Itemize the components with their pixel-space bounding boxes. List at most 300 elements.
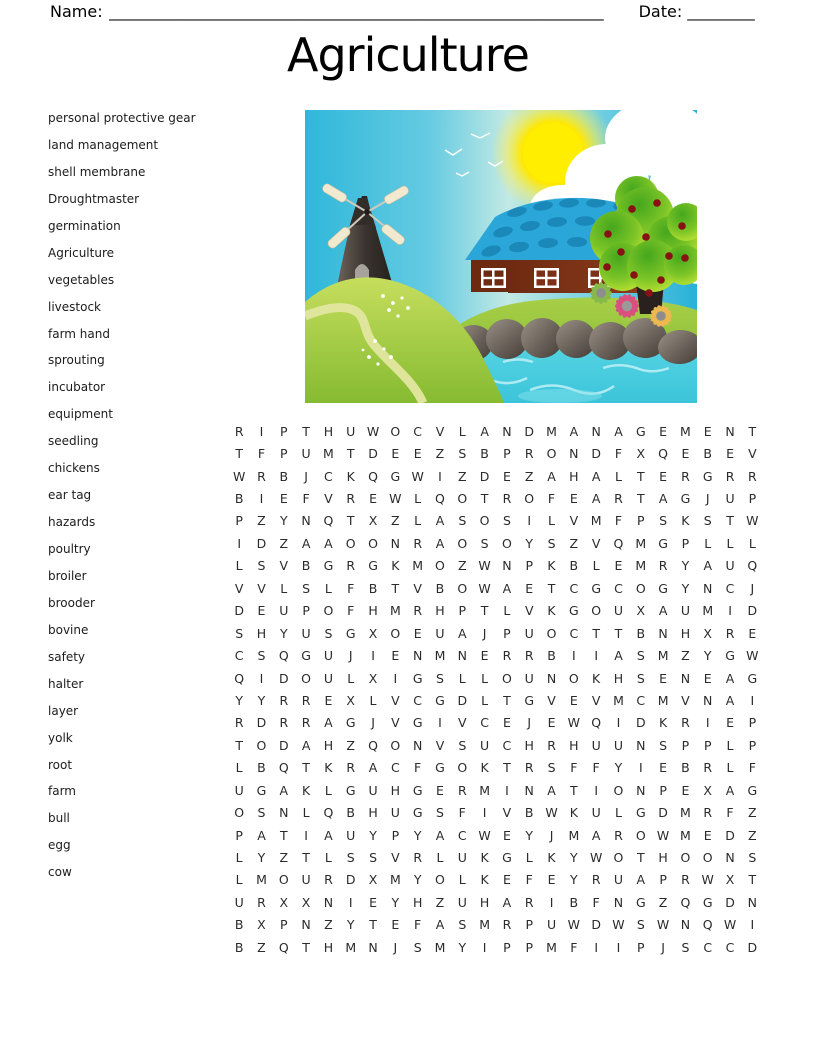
grid-cell: Z [658, 894, 668, 910]
grid-cell: V [681, 692, 690, 708]
grid-cell: P [235, 827, 243, 843]
grid-cell: L [726, 760, 734, 776]
grid-cell: H [435, 603, 445, 619]
grid-cell: E [391, 648, 400, 664]
grid-cell: A [636, 872, 646, 888]
grid-cell: R [703, 760, 713, 776]
grid-cell: Z [346, 737, 355, 753]
grid-cell: U [368, 782, 378, 798]
grid-cell: E [726, 715, 734, 731]
grid-cell: Q [323, 805, 334, 821]
grid-cell: R [681, 715, 690, 731]
grid-cell: M [680, 805, 691, 821]
grid-cell: A [435, 827, 445, 843]
grid-cell: Z [257, 513, 266, 529]
word-list-item: cow [48, 865, 72, 880]
grid-cell: V [748, 446, 757, 462]
word-list-item: germination [48, 218, 121, 233]
grid-cell: T [592, 625, 600, 641]
grid-cell: L [324, 782, 332, 798]
grid-cell: P [525, 558, 533, 574]
grid-cell: Q [658, 446, 669, 462]
grid-cell: A [257, 827, 266, 843]
grid-cell: A [703, 558, 712, 574]
grid-cell: K [658, 715, 668, 731]
grid-cell: E [413, 446, 422, 462]
grid-cell: Q [234, 670, 245, 686]
grid-cell: H [368, 603, 378, 619]
grid-cell: Q [278, 760, 289, 776]
grid-cell: M [546, 939, 557, 955]
grid-cell: R [257, 894, 266, 910]
word-search-grid [228, 420, 764, 959]
grid-cell: S [636, 670, 645, 686]
word-list-item: equipment [48, 407, 113, 422]
grid-cell: H [323, 737, 334, 753]
grid-cell: I [438, 468, 442, 484]
grid-cell: P [503, 625, 511, 641]
grid-cell: U [390, 805, 400, 821]
grid-cell: W [478, 558, 491, 574]
grid-cell: V [234, 580, 244, 596]
grid-cell: T [748, 423, 757, 439]
grid-cell: L [235, 760, 243, 776]
grid-cell: B [234, 491, 244, 507]
grid-cell: Z [569, 535, 579, 551]
grid-cell: U [435, 625, 445, 641]
grid-cell: A [502, 894, 512, 910]
grid-cell: K [301, 782, 311, 798]
grid-cell: L [436, 850, 444, 866]
grid-cell: R [547, 737, 556, 753]
grid-cell: R [681, 468, 690, 484]
grid-cell: E [436, 782, 444, 798]
grid-cell: T [346, 446, 355, 462]
grid-cell: D [747, 603, 758, 619]
grid-cell: R [279, 692, 289, 708]
grid-cell: D [278, 737, 289, 753]
grid-cell: U [234, 782, 244, 798]
grid-cell: D [747, 939, 758, 955]
grid-cell: A [480, 423, 489, 439]
grid-cell: A [569, 423, 579, 439]
grid-cell: E [659, 468, 668, 484]
grid-cell: V [413, 580, 422, 596]
grid-cell: D [368, 446, 378, 462]
grid-cell: V [569, 513, 579, 529]
grid-cell: M [590, 513, 602, 529]
grid-cell: N [658, 625, 668, 641]
grid-cell: M [657, 692, 669, 708]
grid-cell: E [726, 446, 734, 462]
grid-cell: Q [747, 558, 758, 574]
grid-cell: S [458, 513, 467, 529]
grid-cell: H [524, 737, 534, 753]
grid-cell: K [592, 670, 601, 686]
grid-cell: A [368, 760, 378, 776]
grid-cell: Z [524, 468, 534, 484]
grid-cell: H [613, 670, 624, 686]
grid-cell: I [616, 939, 621, 955]
grid-cell: O [680, 850, 691, 866]
grid-cell: R [234, 423, 244, 439]
word-list-item: yolk [48, 730, 73, 745]
grid-cell: O [479, 513, 490, 529]
grid-cell: Y [235, 692, 243, 708]
grid-cell: I [549, 894, 554, 910]
grid-cell: B [569, 894, 579, 910]
grid-cell: N [680, 670, 691, 686]
grid-cell: F [614, 513, 623, 529]
grid-cell: K [480, 760, 489, 776]
grid-cell: G [635, 894, 646, 910]
grid-cell: J [371, 715, 375, 731]
grid-cell: N [747, 894, 758, 910]
grid-cell: R [703, 805, 713, 821]
grid-cell: S [369, 850, 377, 866]
grid-cell: E [659, 760, 668, 776]
grid-cell: C [614, 580, 623, 596]
grid-cell: Z [279, 535, 289, 551]
grid-cell: A [591, 827, 601, 843]
grid-cell: G [747, 782, 758, 798]
grid-cell: R [725, 468, 735, 484]
grid-cell: H [569, 468, 579, 484]
grid-cell: E [547, 872, 556, 888]
grid-cell: W [656, 827, 670, 843]
grid-cell: B [480, 446, 489, 462]
grid-cell: S [436, 670, 444, 686]
grid-cell: D [591, 917, 601, 933]
grid-cell: T [302, 850, 310, 866]
grid-cell: X [636, 446, 646, 462]
grid-cell: E [659, 423, 668, 439]
grid-cell: B [368, 580, 378, 596]
grid-cell: C [502, 737, 512, 753]
grid-cell: T [503, 760, 511, 776]
grid-cell: C [457, 827, 467, 843]
grid-cell: S [748, 850, 757, 866]
grid-cell: T [636, 850, 645, 866]
grid-cell: Z [391, 513, 400, 529]
grid-cell: V [391, 692, 400, 708]
grid-cell: P [503, 446, 511, 462]
grid-cell: N [390, 535, 401, 551]
grid-cell: G [256, 782, 267, 798]
grid-cell: Y [391, 894, 400, 910]
grid-cell: E [369, 894, 377, 910]
grid-cell: X [368, 872, 378, 888]
name-blank-line[interactable]: __________________________________________________________________ [108, 3, 604, 21]
grid-cell: A [502, 580, 512, 596]
grid-cell: L [324, 580, 332, 596]
grid-cell: E [547, 715, 556, 731]
grid-cell: U [725, 491, 735, 507]
grid-cell: A [435, 535, 445, 551]
grid-cell: H [323, 423, 334, 439]
grid-cell: A [458, 625, 467, 641]
word-list-item: halter [48, 676, 84, 691]
grid-cell: Q [368, 737, 378, 753]
grid-cell: U [480, 737, 490, 753]
grid-cell: A [324, 535, 333, 551]
grid-cell: O [546, 625, 557, 641]
grid-cell: Y [681, 558, 690, 574]
grid-cell: C [569, 580, 579, 596]
grid-cell: U [301, 872, 311, 888]
grid-cell: A [725, 692, 735, 708]
grid-cell: P [659, 872, 667, 888]
grid-cell: U [323, 648, 333, 664]
grid-cell: K [480, 872, 489, 888]
grid-cell: G [680, 491, 691, 507]
grid-cell: B [703, 446, 712, 462]
word-list-item: seedling [48, 434, 99, 449]
grid-cell: E [502, 827, 511, 843]
word-list [48, 105, 238, 886]
grid-cell: S [636, 648, 645, 664]
grid-cell: O [524, 491, 535, 507]
grid-cell: I [594, 648, 598, 664]
grid-cell: C [324, 468, 333, 484]
grid-cell: R [658, 558, 668, 574]
grid-cell: O [368, 535, 378, 551]
grid-cell: C [390, 760, 400, 776]
grid-cell: J [549, 827, 554, 843]
grid-cell: K [547, 558, 556, 574]
grid-cell: E [703, 423, 712, 439]
grid-cell: Y [257, 692, 266, 708]
grid-cell: R [279, 715, 289, 731]
grid-cell: J [304, 468, 308, 484]
grid-cell: R [346, 760, 356, 776]
grid-cell: O [568, 670, 579, 686]
grid-cell: M [345, 939, 357, 955]
grid-cell: A [614, 648, 623, 664]
grid-cell: P [659, 782, 667, 798]
grid-cell: L [414, 491, 422, 507]
grid-cell: L [458, 423, 466, 439]
grid-cell: L [548, 513, 556, 529]
grid-cell: L [614, 805, 622, 821]
grid-cell: R [502, 648, 512, 664]
grid-cell: B [547, 648, 556, 664]
grid-cell: N [680, 917, 691, 933]
grid-cell: R [234, 715, 244, 731]
grid-cell: A [658, 491, 668, 507]
word-list-item: hazards [48, 515, 96, 530]
grid-cell: V [435, 737, 445, 753]
word-list-item: ear tag [48, 488, 92, 503]
grid-cell: S [547, 535, 556, 551]
grid-cell: E [502, 872, 511, 888]
grid-cell: R [591, 872, 601, 888]
grid-cell: N [591, 423, 601, 439]
grid-cell: P [280, 917, 288, 933]
grid-cell: S [458, 446, 467, 462]
grid-cell: C [569, 625, 579, 641]
grid-cell: W [232, 468, 246, 484]
grid-cell: X [703, 782, 712, 798]
grid-cell: I [750, 917, 755, 933]
grid-cell: E [369, 491, 377, 507]
grid-cell: W [589, 850, 603, 866]
grid-cell: W [478, 827, 491, 843]
grid-cell: U [346, 827, 356, 843]
grid-cell: O [635, 827, 646, 843]
grid-cell: X [257, 917, 266, 933]
grid-cell: S [458, 917, 467, 933]
grid-cell: C [725, 939, 735, 955]
grid-cell: F [414, 917, 422, 933]
grid-cell: N [613, 894, 624, 910]
grid-cell: Y [413, 872, 422, 888]
grid-cell: N [546, 670, 557, 686]
grid-cell: Y [369, 827, 377, 843]
grid-cell: N [502, 423, 512, 439]
grid-cell: N [502, 558, 512, 574]
grid-cell: O [256, 737, 267, 753]
grid-cell: D [234, 603, 244, 619]
grid-cell: R [346, 558, 356, 574]
grid-cell: G [345, 715, 356, 731]
grid-cell: S [436, 805, 444, 821]
grid-cell: N [279, 805, 289, 821]
grid-cell: F [347, 603, 355, 619]
grid-cell: N [412, 648, 423, 664]
grid-cell: M [389, 603, 401, 619]
grid-cell: B [681, 760, 690, 776]
word-list-item: incubator [48, 380, 106, 395]
grid-cell: N [412, 737, 423, 753]
grid-cell: L [302, 805, 310, 821]
grid-cell: K [547, 603, 556, 619]
grid-cell: T [302, 939, 310, 955]
grid-cell: O [501, 535, 512, 551]
grid-cell: A [324, 715, 333, 731]
grid-cell: D [345, 872, 356, 888]
grid-cell: I [259, 423, 264, 439]
grid-cell: Y [614, 760, 623, 776]
grid-cell: Y [525, 827, 534, 843]
grid-cell: Z [457, 558, 467, 574]
grid-cell: N [524, 782, 534, 798]
grid-cell: K [547, 850, 556, 866]
grid-cell: H [256, 625, 267, 641]
grid-cell: G [412, 782, 423, 798]
grid-cell: M [702, 603, 714, 619]
grid-cell: R [413, 535, 422, 551]
grid-cell: G [725, 648, 735, 664]
date-blank-line[interactable]: _________ [687, 3, 755, 21]
grid-cell: E [324, 692, 333, 708]
grid-cell: G [345, 782, 356, 798]
grid-cell: Y [346, 917, 355, 933]
grid-cell: A [614, 423, 623, 439]
grid-cell: Y [279, 513, 288, 529]
grid-cell: P [280, 446, 288, 462]
grid-cell: A [435, 917, 445, 933]
grid-cell: S [346, 850, 355, 866]
grid-cell: K [681, 513, 690, 529]
grid-cell: Z [324, 917, 333, 933]
grid-cell: Y [257, 850, 266, 866]
house-windows [481, 268, 613, 288]
grid-cell: N [725, 423, 735, 439]
grid-cell: N [703, 580, 713, 596]
grid-cell: K [480, 850, 489, 866]
grid-cell: D [479, 468, 490, 484]
name-label: Name: [50, 2, 103, 21]
grid-cell: X [725, 872, 735, 888]
grid-cell: E [391, 917, 400, 933]
grid-cell: S [302, 580, 311, 596]
grid-cell: V [591, 535, 601, 551]
word-list-item: poultry [48, 542, 91, 556]
grid-cell: I [638, 760, 643, 776]
grid-cell: O [591, 603, 602, 619]
grid-cell: R [614, 491, 623, 507]
grid-cell: O [702, 850, 713, 866]
grid-cell: Y [413, 827, 422, 843]
grid-cell: G [412, 715, 423, 731]
grid-cell: U [591, 737, 601, 753]
grid-cell: M [680, 423, 691, 439]
grid-cell: M [568, 827, 580, 843]
grid-cell: O [457, 535, 468, 551]
grid-cell: N [368, 939, 378, 955]
grid-cell: I [304, 827, 308, 843]
grid-cell: U [613, 737, 624, 753]
grid-cell: Y [570, 872, 578, 888]
grid-cell: Z [457, 468, 467, 484]
grid-cell: C [703, 939, 713, 955]
grid-cell: O [613, 850, 624, 866]
word-list-item: farm hand [48, 326, 110, 341]
grid-cell: E [502, 715, 511, 731]
grid-cell: D [725, 827, 735, 843]
grid-cell: E [525, 580, 534, 596]
grid-cell: G [658, 580, 668, 596]
grid-cell: A [547, 468, 556, 484]
grid-cell: Z [748, 805, 757, 821]
grid-cell: P [748, 491, 757, 507]
grid-cell: G [658, 535, 668, 551]
grid-cell: E [681, 782, 690, 798]
grid-cell: T [547, 580, 556, 596]
grid-cell: R [502, 917, 512, 933]
grid-cell: E [257, 603, 266, 619]
grid-cell: H [479, 894, 490, 910]
grid-cell: X [368, 513, 378, 529]
grid-cell: Y [570, 850, 578, 866]
grid-cell: P [681, 737, 690, 753]
grid-cell: V [279, 558, 289, 574]
grid-cell: U [279, 603, 289, 619]
grid-cell: X [636, 603, 646, 619]
grid-cell: L [414, 513, 422, 529]
grid-cell: M [680, 827, 691, 843]
grid-cell: Y [458, 939, 467, 955]
grid-cell: Z [681, 648, 690, 664]
grid-cell: W [366, 423, 380, 439]
grid-cell: F [347, 580, 355, 596]
grid-cell: D [635, 715, 646, 731]
grid-cell: N [301, 513, 311, 529]
grid-cell: R [524, 760, 534, 776]
grid-cell: V [324, 491, 333, 507]
grid-cell: S [257, 558, 266, 574]
